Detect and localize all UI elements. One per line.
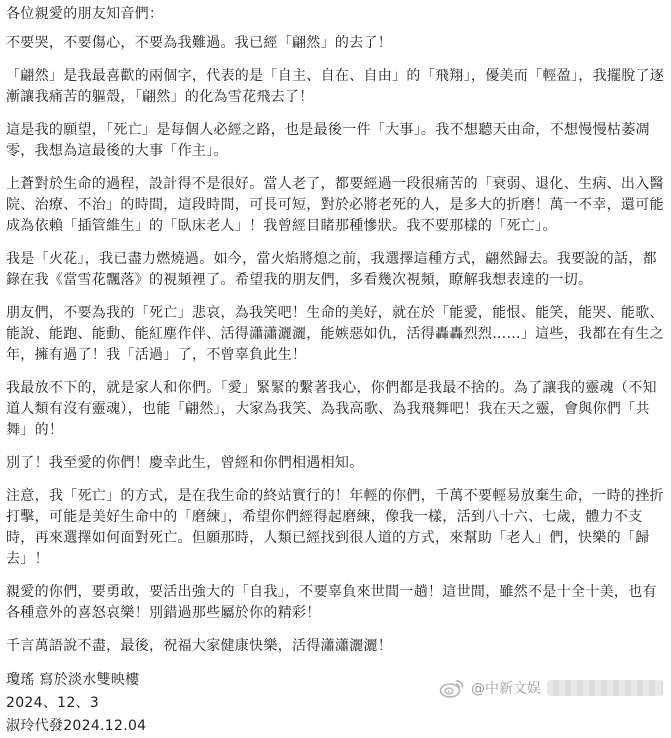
letter-paragraph-2: 「翩然」是我最喜歡的兩個字，代表的是「自主、自在、自由」的「飛翔」，優美而「輕盈」，我擺脫了逐漸讓我痛苦的軀殼，「翩然」的化為雪花飛去了！: [6, 68, 665, 105]
letter-paragraph-6: 朋友們，不要為我的「死亡」悲哀，為我笑吧！生命的美好，就在於「能愛，能恨、能笑，能哭、能歌、能說、能跑、能動、能紅塵作伴、活得瀟瀟灑灑，能嫉惡如仇，活得轟轟烈烈……」這些，我都在有生之年，擁有過了！我「活過」了，不曾辜負此生！: [6, 305, 664, 363]
letter-paragraph-9: 注意，我「死亡」的方式，是在我生命的終站實行的！年輕的你們，千萬不要輕易放棄生命，一時的挫折打擊，可能是美好生命中的「磨練」，希望你們經得起磨練，像我一樣，活到八十六、七歲，體力不支時，再來選擇如何面對死亡。但願那時，人類已經找到很人道的方式，來幫助「老人」們，快樂的「歸去」！: [6, 488, 664, 567]
letter-paragraph-8: 別了！我至愛的你們！慶幸此生，曾經和你們相遇相知。: [6, 455, 364, 471]
weibo-watermark: [439, 678, 663, 698]
letter-paragraph-11: 千言萬語說不盡，最後，祝福大家健康快樂，活得瀟瀟灑灑！: [6, 638, 393, 654]
weibo-logo-icon: [439, 678, 465, 698]
letter-paragraph-1: 不要哭，不要傷心，不要為我難過。我已經「翩然」的去了！: [6, 35, 393, 51]
letter-posted-by: 淑玲代發2024.12.04: [6, 718, 147, 734]
letter-paragraph-3: 這是我的願望，「死亡」是每個人必經之路，也是最後一件「大事」。我不想聽天由命，不想慢慢枯萎凋零，我想為這最後的大事「作主」。: [6, 122, 650, 159]
letter-post: [6, 4, 666, 738]
watermark-text: @中新文娱: [471, 681, 541, 697]
letter-paragraph-5: 我是「火花」，我已盡力燃燒過。如今，當火焰將熄之前，我選擇這種方式，翩然歸去。我要說的話，都錄在我《當雪花飄落》的視頻裡了。希望我的朋友們，多看幾次視頻，瞭解我想表達的一切。: [6, 251, 657, 288]
letter-date: 2024、12、3: [6, 695, 100, 711]
letter-paragraph-7: 我最放不下的，就是家人和你們。「愛」緊緊的繫著我心，你們都是我最不捨的。為了讓我的靈魂（不知道人類有沒有靈魂），也能「翩然」，大家為我笑、為我高歌、為我飛舞吧！我在天之靈，會與你們「共舞」的！: [6, 380, 657, 438]
letter-signature: 瓊瑤 寫於淡水雙映樓: [6, 672, 140, 688]
letter-paragraph-10: 親愛的你們，要勇敢，要活出強大的「自我」，不要辜負來世間一趟！這世間，雖然不是十全十美，也有各種意外的喜怒哀樂！別錯過那些屬於你的精彩！: [6, 584, 657, 621]
letter-greeting: 各位親愛的朋友知音們：: [6, 6, 164, 22]
blurred-region: [547, 680, 663, 696]
letter-paragraph-4: 上蒼對於生命的過程，設計得不是很好。當人老了，都要經過一段很痛苦的「衰弱、退化、生病、出入醫院、治療、不治」的時間，這段時間，可長可短，對於必將老死的人，是多大的折磨！萬一不幸，還可能成為依賴「插管維生」的「臥床老人」！我曾經目睹那種慘狀。我不要那樣的「死亡」。: [6, 176, 664, 234]
